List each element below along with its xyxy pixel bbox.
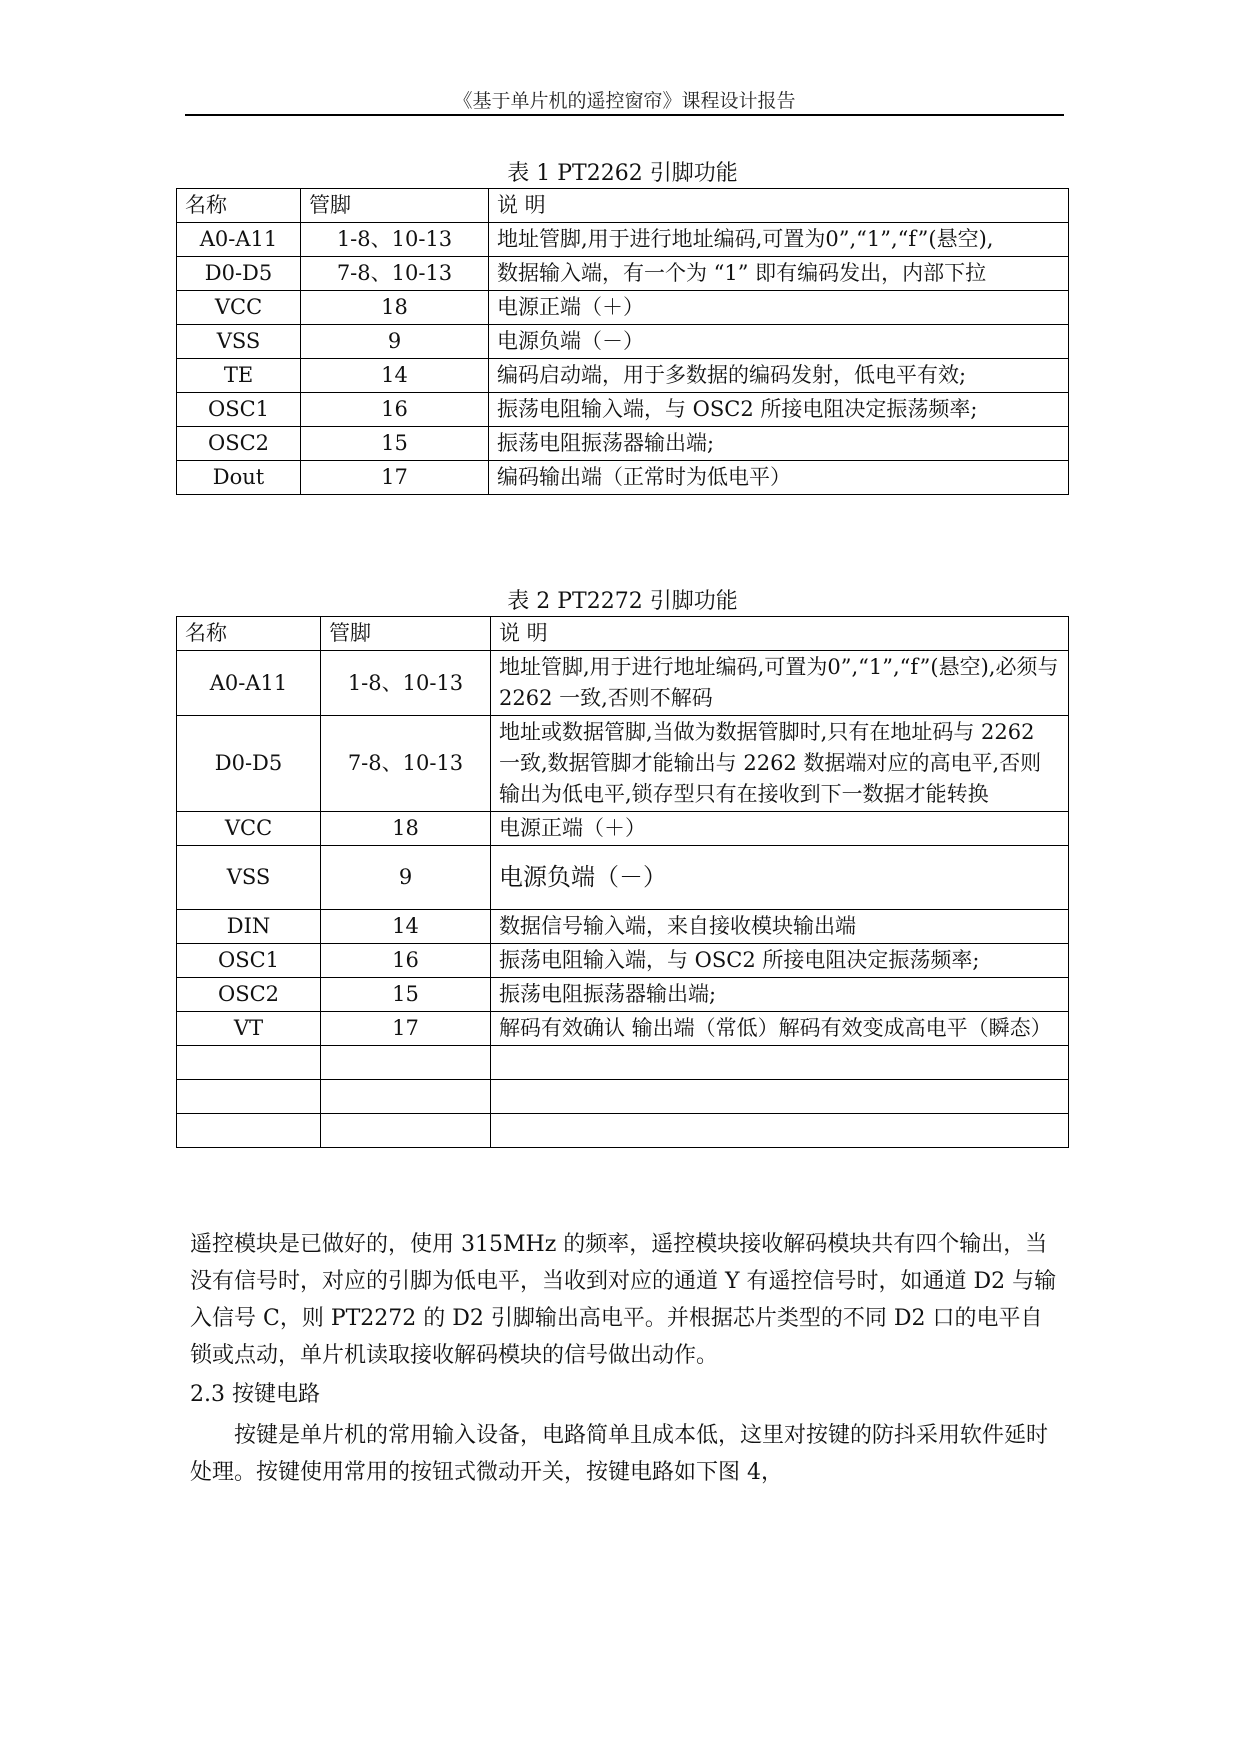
page-header: 《基于单片机的遥控窗帘》课程设计报告 <box>453 90 796 112</box>
table-cell-name: A0-A11 <box>177 651 321 716</box>
table-cell-name: A0-A11 <box>177 223 301 257</box>
table-cell-empty <box>177 1080 321 1114</box>
table-row-empty <box>177 1046 1069 1080</box>
table-cell-desc: 振荡电阻振荡器输出端; <box>491 978 1069 1012</box>
table-cell-desc: 电源正端（＋） <box>489 291 1069 325</box>
table-row <box>177 223 1069 257</box>
table-cell-pin: 18 <box>321 812 491 846</box>
table-cell-pin: 15 <box>301 427 489 461</box>
table2-pin-functions <box>176 616 1069 1148</box>
table2-caption: 表 2 PT2272 引脚功能 <box>507 589 738 614</box>
table2-header-pin: 管脚 <box>321 617 491 651</box>
paragraph-key-circuit: 按键是单片机的常用输入设备，电路简单且成本低，这里对按键的防抖采用软件延时处理。按键使用常用的按钮式微动开关，按键电路如下图 4， <box>190 1423 1049 1485</box>
table-cell-pin: 18 <box>301 291 489 325</box>
table-cell-name: VCC <box>177 291 301 325</box>
table-row <box>177 812 1069 846</box>
table2-header-name: 名称 <box>177 617 321 651</box>
table-cell-name: Dout <box>177 461 301 495</box>
table-cell-name: VCC <box>177 812 321 846</box>
table-cell-name: VSS <box>177 846 321 910</box>
table-cell-empty <box>321 1046 491 1080</box>
table1-header-row <box>177 189 1069 223</box>
table-row <box>177 257 1069 291</box>
table-cell-desc: 振荡电阻振荡器输出端; <box>489 427 1069 461</box>
body-text <box>190 1226 1060 1491</box>
table-row <box>177 325 1069 359</box>
table-cell-name: D0-D5 <box>177 257 301 291</box>
table-cell-empty <box>177 1114 321 1148</box>
table2-header-row <box>177 617 1069 651</box>
table-cell-desc: 电源负端（－） <box>491 846 1069 910</box>
table-row <box>177 978 1069 1012</box>
table-cell-pin: 14 <box>321 910 491 944</box>
table-row-empty <box>177 1114 1069 1148</box>
table-cell-pin: 16 <box>321 944 491 978</box>
table-cell-desc: 数据信号输入端，来自接收模块输出端 <box>491 910 1069 944</box>
table-cell-desc: 解码有效确认 输出端（常低）解码有效变成高电平（瞬态） <box>491 1012 1069 1046</box>
table-cell-name: VSS <box>177 325 301 359</box>
table-cell-desc: 电源正端（＋） <box>491 812 1069 846</box>
table-cell-empty <box>321 1080 491 1114</box>
table-cell-desc: 电源负端（－） <box>489 325 1069 359</box>
table-row <box>177 1012 1069 1046</box>
table-cell-pin: 16 <box>301 393 489 427</box>
table-row <box>177 393 1069 427</box>
table2-header-desc: 说 明 <box>491 617 1069 651</box>
table-row <box>177 291 1069 325</box>
table-cell-pin: 9 <box>321 846 491 910</box>
paragraph-remote-module: 遥控模块是已做好的，使用 315MHz 的频率，遥控模块接收解码模块共有四个输出，当没有信号时，对应的引脚为低电平，当收到对应的通道 Y 有遥控信号时，如通道 D2 与输入信号 C，则 PT2272 的 D2 引脚输出高电平。并根据芯片类型的不同 D2 口的电平自锁或点动，单片机读取接收解码模块的信号做出动作。 <box>190 1232 1057 1368</box>
table-cell-desc: 编码启动端，用于多数据的编码发射，低电平有效; <box>489 359 1069 393</box>
table-cell-empty <box>491 1080 1069 1114</box>
table-cell-pin: 1-8、10-13 <box>321 651 491 716</box>
table-cell-pin: 15 <box>321 978 491 1012</box>
table-cell-name: D0-D5 <box>177 716 321 812</box>
section-heading: 2.3 按键电路 <box>190 1382 320 1407</box>
table1-pin-functions <box>176 188 1069 495</box>
table-cell-desc: 编码输出端（正常时为低电平） <box>489 461 1069 495</box>
table-row-empty <box>177 1080 1069 1114</box>
table-row <box>177 651 1069 716</box>
table-cell-empty <box>177 1046 321 1080</box>
table-cell-desc: 地址或数据管脚,当做为数据管脚时,只有在地址码与 2262 一致,数据管脚才能输出与 2262 数据端对应的高电平,否则输出为低电平,锁存型只有在接收到下一数据才能转换 <box>491 716 1069 812</box>
table-cell-desc: 振荡电阻输入端，与 OSC2 所接电阻决定振荡频率; <box>491 944 1069 978</box>
table-row <box>177 716 1069 812</box>
table-cell-desc: 振荡电阻输入端，与 OSC2 所接电阻决定振荡频率; <box>489 393 1069 427</box>
table-row <box>177 359 1069 393</box>
table-row <box>177 461 1069 495</box>
table-cell-pin: 14 <box>301 359 489 393</box>
table-cell-pin: 7-8、10-13 <box>301 257 489 291</box>
table-cell-pin: 7-8、10-13 <box>321 716 491 812</box>
table-cell-name: TE <box>177 359 301 393</box>
table-cell-empty <box>321 1114 491 1148</box>
table-cell-pin: 9 <box>301 325 489 359</box>
table-cell-name: OSC2 <box>177 978 321 1012</box>
table-cell-name: OSC2 <box>177 427 301 461</box>
table-cell-desc: 地址管脚,用于进行地址编码,可置为0”,“1”,“f”(悬空),必须与 2262 一致,否则不解码 <box>491 651 1069 716</box>
table-cell-desc: 数据输入端，有一个为 “1” 即有编码发出，内部下拉 <box>489 257 1069 291</box>
table1-header-name: 名称 <box>177 189 301 223</box>
table1-caption: 表 1 PT2262 引脚功能 <box>507 161 738 186</box>
table-cell-empty <box>491 1114 1069 1148</box>
table1-header-desc: 说 明 <box>489 189 1069 223</box>
table1-header-pin: 管脚 <box>301 189 489 223</box>
table-row <box>177 846 1069 910</box>
table-row <box>177 910 1069 944</box>
table-cell-pin: 1-8、10-13 <box>301 223 489 257</box>
table-cell-name: OSC1 <box>177 393 301 427</box>
table-cell-empty <box>491 1046 1069 1080</box>
table-row <box>177 427 1069 461</box>
table-cell-name: VT <box>177 1012 321 1046</box>
table-cell-name: DIN <box>177 910 321 944</box>
header-rule <box>185 114 1064 116</box>
table-cell-pin: 17 <box>301 461 489 495</box>
table-cell-desc: 地址管脚,用于进行地址编码,可置为0”,“1”,“f”(悬空), <box>489 223 1069 257</box>
table-cell-name: OSC1 <box>177 944 321 978</box>
table-row <box>177 944 1069 978</box>
table-cell-pin: 17 <box>321 1012 491 1046</box>
